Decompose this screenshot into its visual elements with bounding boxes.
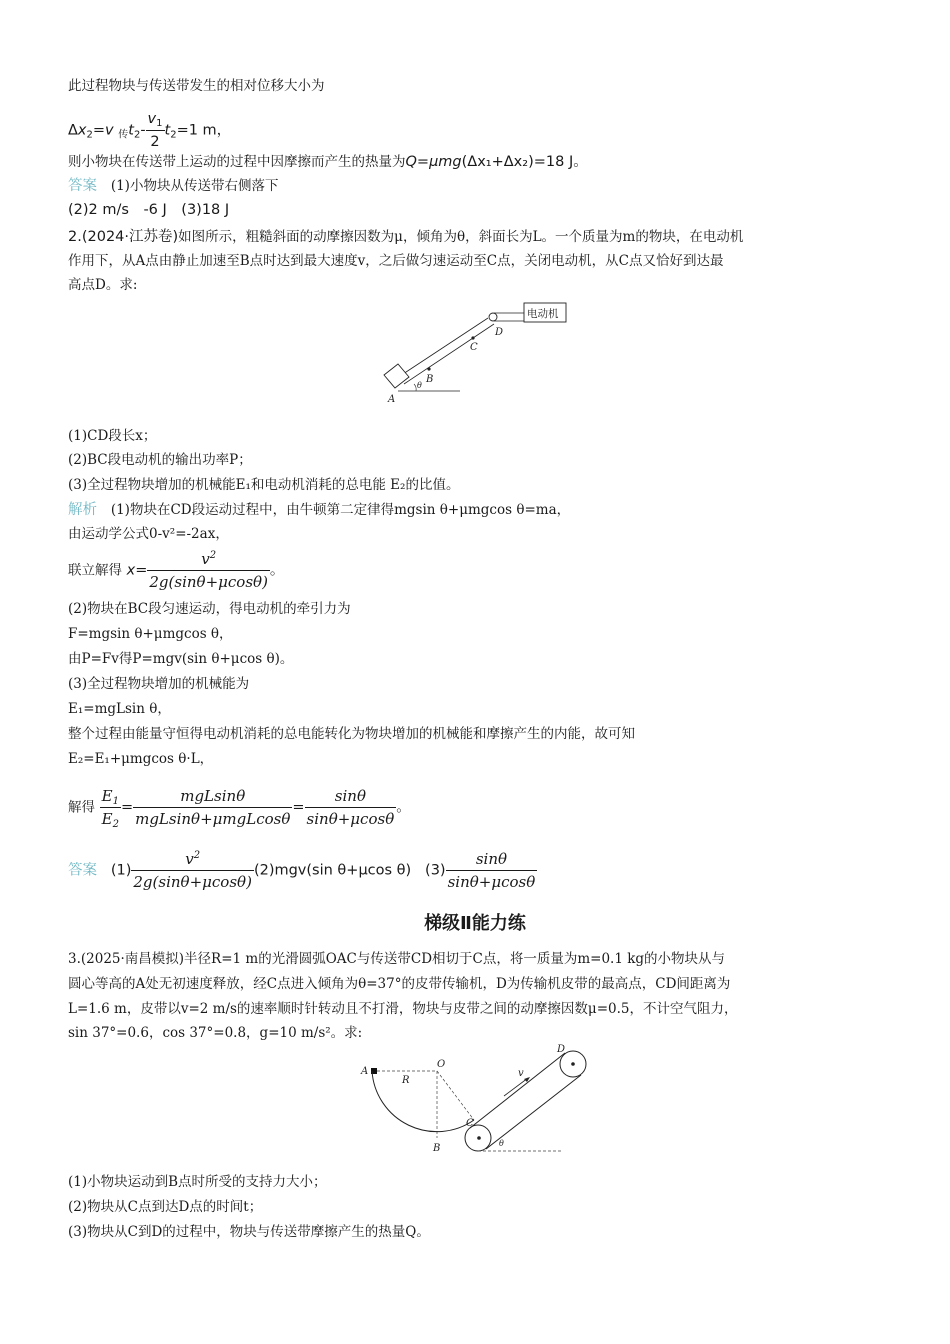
answer-line: (1)小物块从传送带右侧落下: [110, 178, 279, 194]
sub-question: (1)小物块运动到B点时所受的支持力大小；: [68, 1174, 327, 1190]
label-r: R: [402, 1075, 410, 1086]
label-a: A: [388, 394, 396, 405]
solution-text: 解得: [68, 799, 95, 816]
equation-relative-displacement: $\Delta x_2=v$ $_传t_2-$ $\frac{v_1}{2}$ $t_2=1$ m，: [68, 108, 231, 153]
arc-conveyor-figure: [358, 1044, 598, 1156]
sub-question: (3)物块从C到D的过程中，物块与传送带摩擦产生的热量Q。: [68, 1224, 430, 1240]
solution-line: [68, 499, 570, 521]
solution-line: 整个过程由能量守恒得电动机消耗的总电能转化为物块增加的机械能和摩擦产生的内能，故可知: [68, 726, 635, 742]
question-2-line: 作用下，从A点由静止加速至B点时达到最大速度v，之后做匀速运动至C点，关闭电动机，从C点又恰好到达最: [68, 253, 724, 269]
solution-line: E₁=mgLsin θ，: [68, 701, 171, 717]
label-d: D: [495, 327, 504, 338]
label-b: B: [426, 374, 434, 385]
sub-question: (3)全过程物块增加的机械能E₁和电动机消耗的总电能 E₂的比值。: [68, 477, 460, 493]
section-heading: 梯级Ⅱ能力练: [424, 913, 526, 934]
answer-block-2: 答案 (1) $\frac{v^2}{2g(\sin\theta+\mu\cos\theta)}$ (2)mgv(sin θ+μcos θ) (3) $\frac{\sin\theta}{\sin\theta+\mu\cos\theta}$: [68, 850, 536, 891]
solution-text: (1)物块在CD段运动过程中，由牛顿第二定律得mgsin θ+μmgcos θ=ma，: [110, 502, 571, 518]
solution-line-x: 联立解得 x= $\frac{v^2}{2g(\sin\theta+\mu\cos\theta)}$ 。: [68, 550, 285, 591]
solution-line: F=mgsin θ+μmgcos θ，: [68, 626, 233, 642]
heat-eq: (Δx₁+Δx₂)=18 J。: [461, 154, 588, 170]
answer-block-1: [68, 175, 278, 197]
heat-text: 则小物块在传送带上运动的过程中因摩擦而产生的热量为: [68, 154, 406, 170]
question-3-line: 3.(2025·南昌模拟)半径R=1 m的光滑圆弧OAC与传送带CD相切于C点，将一质量为m=0.1 kg的小物块从与: [68, 951, 726, 967]
question-2-line: [68, 226, 743, 248]
label-theta: θ: [417, 381, 422, 390]
answer-part-2: (2)mgv(sin θ+μcos θ): [253, 862, 412, 879]
motor-label: 电动机: [527, 308, 559, 320]
pulley: [489, 313, 497, 321]
question-2-line: 高点D。求:: [68, 277, 138, 293]
solution-tag: 解析: [68, 502, 97, 518]
label-theta: θ: [499, 1139, 504, 1148]
heat-line: 则小物块在传送带上运动的过程中因摩擦而产生的热量为Q=μmg(Δx₁+Δx₂)=18 J。: [68, 154, 588, 170]
solution-line: (2)物块在BC段匀速运动，得电动机的牵引力为: [68, 601, 351, 617]
eq-tail: =1 m，: [176, 122, 232, 139]
solution-line: E₂=E₁+μmgcos θ·L，: [68, 751, 214, 767]
solution-line: (3)全过程物块增加的机械能为: [68, 676, 250, 692]
sub-question: (2)BC段电动机的输出功率P；: [68, 452, 252, 468]
question-3-line: sin 37°=0.6，cos 37°=0.8，g=10 m/s²。求:: [68, 1025, 363, 1041]
question-source: 2.(2024·江苏卷): [68, 229, 179, 245]
label-c: C: [466, 1118, 474, 1129]
solution-line: 由P=Fv得P=mgv(sin θ+μcos θ)。: [68, 651, 294, 667]
label-c: C: [470, 342, 478, 353]
label-v: v: [518, 1068, 524, 1079]
text-line: 此过程物块与传送带发生的相对位移大小为: [68, 78, 325, 94]
question-3-line: 圆心等高的A处无初速度释放，经C点进入倾角为θ=37°的皮带传输机，D为传输机皮带的最高点，CD间距离为: [68, 976, 731, 992]
incline-motor-figure: [378, 298, 578, 408]
answer-line: (2)2 m/s -6 J (3)18 J: [68, 202, 230, 218]
question-3-line: L=1.6 m，皮带以v=2 m/s的速率顺时针转动且不打滑，物块与皮带之间的动摩擦因数μ=0.5，不计空气阻力，: [68, 1001, 738, 1017]
label-d: D: [557, 1044, 566, 1055]
solution-text: 联立解得: [68, 562, 122, 579]
sub-question: (2)物块从C点到达D点的时间t；: [68, 1199, 263, 1215]
label-a: A: [361, 1066, 369, 1077]
answer-tag: 答案: [68, 862, 97, 879]
block: [384, 364, 409, 388]
question-text: 如图所示，粗糙斜面的动摩擦因数为μ，倾角为θ，斜面长为L。一个质量为m的物块，在电动机: [178, 229, 744, 245]
answer-tag: 答案: [68, 178, 97, 194]
solution-line: 由运动学公式0-v²=-2ax，: [68, 526, 229, 542]
label-b: B: [433, 1143, 441, 1154]
solution-ratio: 解得 $\frac{E_1}{E_2}$ = $\frac{\text{mgLsinθ}}{\text{mgLsinθ+μmgLcosθ}}$ = $\frac{\sin\theta}{\sin\theta+\mu\cos\theta}$ 。: [68, 787, 411, 830]
sub-question: (1)CD段长x；: [68, 428, 157, 444]
label-o: O: [437, 1059, 446, 1070]
